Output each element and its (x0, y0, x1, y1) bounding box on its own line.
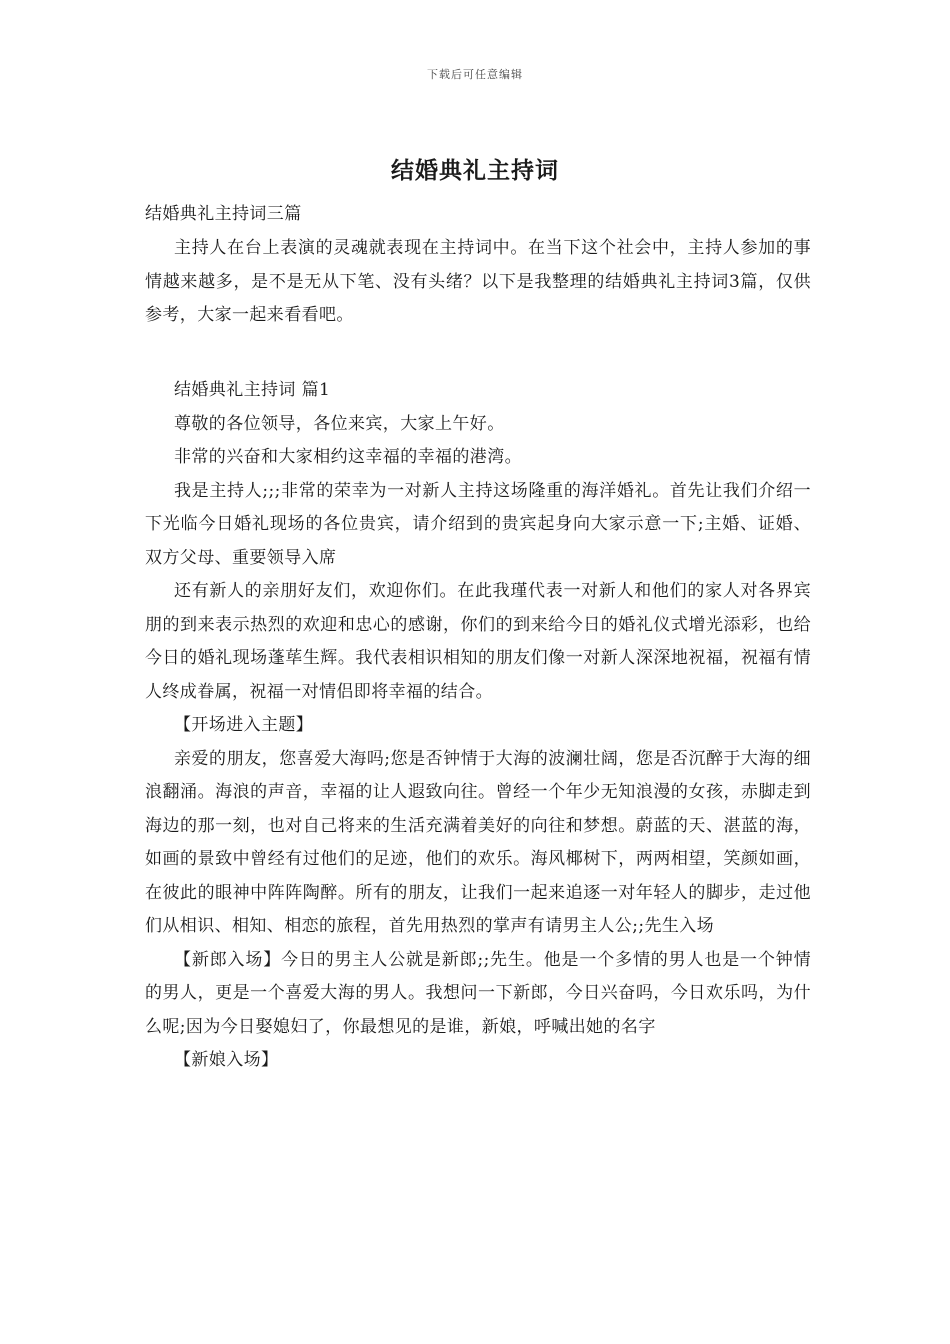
paragraph: 亲爱的朋友，您喜爱大海吗;您是否钟情于大海的波澜壮阔，您是否沉醉于大海的细浪翻涌。海浪的声音，幸福的让人遐致向往。曾经一个年少无知浪漫的女孩，赤脚走到海边的那一刻，也对自己将来的生活充满着美好的向往和梦想。蔚蓝的天、湛蓝的海，如画的景致中曾经有过他们的足迹，他们的欢乐。海风椰树下，两两相望，笑颜如画，在彼此的眼神中阵阵陶醉。所有的朋友，让我们一起来追逐一对年轻人的脚步，走过他们从相识、相知、相恋的旅程，首先用热烈的掌声有请男主人公;;先生入场 (145, 748, 811, 936)
document-title: 结婚典礼主持词 (391, 157, 559, 184)
paragraph: 我是主持人;;;非常的荣幸为一对新人主持这场隆重的海洋婚礼。首先让我们介绍一下光临今日婚礼现场的各位贵宾，请介绍到的贵宾起身向大家示意一下;主婚、证婚、双方父母、重要领导入席 (145, 480, 811, 568)
header-note: 下载后可任意编辑 (427, 68, 523, 81)
intro-paragraph (145, 232, 811, 333)
section-body (145, 374, 811, 1078)
document-subtitle (145, 198, 811, 232)
section-heading: 结婚典礼主持词 篇1 (174, 380, 331, 400)
paragraph: 【新娘入场】 (174, 1050, 279, 1070)
paragraph: 尊敬的各位领导，各位来宾，大家上午好。 (174, 413, 505, 434)
intro-text: 主持人在台上表演的灵魂就表现在主持词中。在当下这个社会中，主持人参加的事情越来越多，是不是无从下笔、没有头绪？以下是我整理的结婚典礼主持词3篇，仅供参考，大家一起来看看吧。 (145, 238, 811, 325)
paragraph: 非常的兴奋和大家相约这幸福的幸福的港湾。 (174, 447, 522, 467)
paragraph: 【开场进入主题】 (174, 715, 314, 735)
paragraph: 【新郎入场】今日的男主人公就是新郎;;先生。他是一个多情的男人也是一个钟情的男人，更是一个喜爱大海的男人。我想问一下新郎，今日兴奋吗，今日欢乐吗，为什么呢;因为今日娶媳妇了，你最想见的是谁，新娘，呼喊出她的名字 (145, 949, 811, 1037)
paragraph: 还有新人的亲朋好友们，欢迎你们。在此我瑾代表一对新人和他们的家人对各界宾朋的到来表示热烈的欢迎和忠心的感谢，你们的到来给今日的婚礼仪式增光添彩，也给今日的婚礼现场蓬荜生辉。我代表相识相知的朋友们像一对新人深深地祝福，祝福有情人终成眷属，祝福一对情侣即将幸福的结合。 (145, 581, 811, 702)
subtitle-text: 结婚典礼主持词三篇 (145, 204, 302, 224)
